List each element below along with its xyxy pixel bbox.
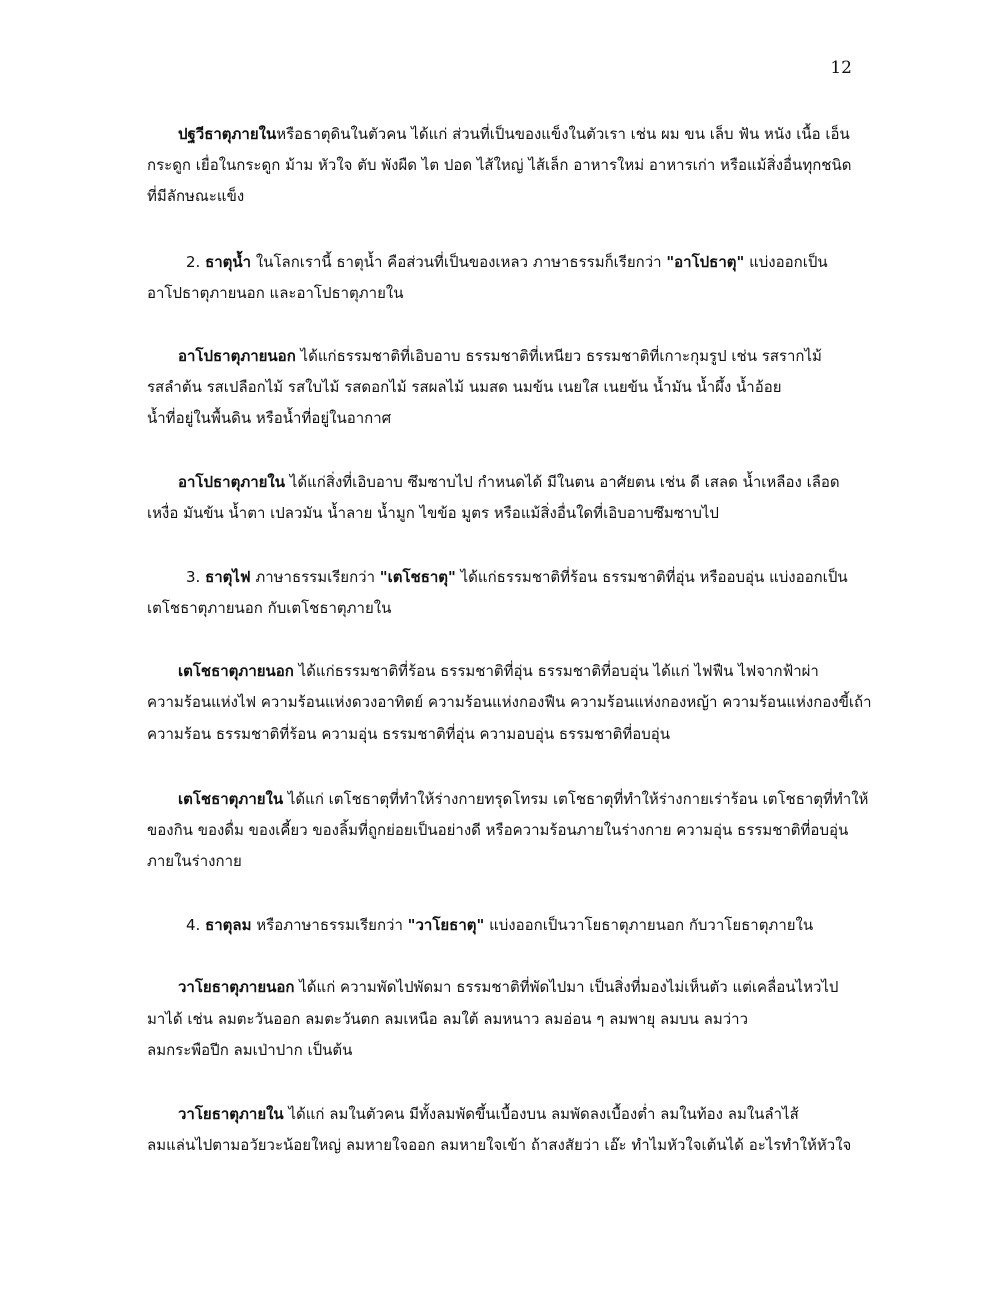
paragraph-line	[178, 789, 868, 809]
body-text: ได้แก่ธรรมชาติที่ร้อน ธรรมชาติที่อุ่น หรืออบอุ่น แบ่งออกเป็น	[455, 568, 848, 586]
bold-term: เตโชธาตุภายใน	[178, 790, 284, 808]
quoted-term: "อาโปธาตุ"	[666, 253, 745, 271]
section-number: 3.	[186, 568, 201, 586]
bold-term: วาโยธาตุภายนอก	[178, 978, 295, 996]
paragraph-line: ภายในร่างกาย	[147, 852, 242, 870]
body-text: ภาษาธรรมเรียกว่า	[250, 568, 380, 586]
section-heading-line	[186, 567, 848, 587]
body-text: ได้แก่ธรรมชาติที่ร้อน ธรรมชาติที่อุ่น ธรรมชาติที่อบอุ่น ได้แก่ ไฟฟืน ไฟจากฟ้าผ่า	[293, 662, 819, 680]
body-text: หรือภาษาธรรมเรียกว่า	[251, 916, 408, 934]
bold-term: ธาตุน้ำ	[205, 253, 252, 271]
paragraph-line: ลมแล่นไปตามอวัยวะน้อยใหญ่ ลมหายใจออก ลมหายใจเข้า ถ้าสงสัยว่า เอ๊ะ ทำไมหัวใจเต้นได้ อะไรทำให้หัวใจ	[147, 1136, 852, 1154]
bold-term: เตโชธาตุภายนอก	[178, 662, 294, 680]
paragraph-line	[178, 472, 840, 492]
paragraph-line: ที่มีลักษณะแข็ง	[147, 187, 245, 205]
paragraph-line: เหงื่อ มันข้น น้ำตา เปลวมัน น้ำลาย น้ำมูก ไขข้อ มูตร หรือแม้สิ่งอื่นใดที่เอิบอาบซึมซาบไป	[147, 504, 719, 522]
bold-term: ธาตุไฟ	[205, 568, 251, 586]
paragraph-line	[178, 1104, 799, 1124]
paragraph-line: น้ำที่อยู่ในพื้นดิน หรือน้ำที่อยู่ในอากาศ	[147, 409, 392, 427]
section-number: 4.	[186, 916, 201, 934]
paragraph-line: เตโชธาตุภายนอก กับเตโชธาตุภายใน	[147, 599, 392, 617]
paragraph-line: ลมกระพือปีก ลมเป่าปาก เป็นต้น	[147, 1041, 353, 1059]
body-text: หรือธาตุดินในตัวคน ได้แก่ ส่วนที่เป็นของแข็งในตัวเรา เช่น ผม ขน เล็บ ฟัน หนัง เนื้อ เอ็น	[276, 125, 850, 143]
paragraph-line: ของกิน ของดื่ม ของเคี้ยว ของลิ้มที่ถูกย่อยเป็นอย่างดี หรือความร้อนภายในร่างกาย ความอุ่น ธรรมชาติที่อบอุ่น	[147, 821, 849, 839]
section-number: 2.	[186, 253, 201, 271]
paragraph-line	[178, 346, 822, 366]
bold-term: ปฐวีธาตุภายใน	[178, 125, 277, 143]
bold-term: ธาตุลม	[205, 916, 252, 934]
paragraph-line: รสลำต้น รสเปลือกไม้ รสใบไม้ รสดอกไม้ รสผลไม้ นมสด นมข้น เนยใส เนยข้น น้ำมัน น้ำผึ้ง น้ำอ้อย	[147, 378, 782, 396]
paragraph-line	[178, 661, 819, 681]
paragraph-line: อาโปธาตุภายนอก และอาโปธาตุภายใน	[147, 284, 404, 302]
body-text: แบ่งออกเป็น	[744, 253, 828, 271]
bold-term: อาโปธาตุภายใน	[178, 473, 286, 491]
paragraph-line: มาได้ เช่น ลมตะวันออก ลมตะวันตก ลมเหนือ ลมใต้ ลมหนาว ลมอ่อน ๆ ลมพายุ ลมบน ลมว่าว	[147, 1010, 748, 1028]
bold-term: อาโปธาตุภายนอก	[178, 347, 296, 365]
paragraph-line: กระดูก เยื่อในกระดูก ม้าม หัวใจ ตับ พังผืด ไต ปอด ไส้ใหญ่ ไส้เล็ก อาหารใหม่ อาหารเก่า หรือแม้สิ่งอื่นทุกชนิด	[147, 156, 852, 174]
body-text: ได้แก่ ลมในตัวคน มีทั้งลมพัดขึ้นเบื้องบน ลมพัดลงเบื้องต่ำ ลมในท้อง ลมในลำไส้	[283, 1105, 799, 1123]
page-number: 12	[830, 58, 852, 78]
quoted-term: "เตโชธาตุ"	[379, 568, 456, 586]
body-text: ได้แก่ธรรมชาติที่เอิบอาบ ธรรมชาติที่เหนียว ธรรมชาติที่เกาะกุมรูป เช่น รสรากไม้	[295, 347, 822, 365]
body-text: ได้แก่ เตโชธาตุที่ทำให้ร่างกายทรุดโทรม เตโชธาตุที่ทำให้ร่างกายเร่าร้อน เตโชธาตุที่ทำให้	[283, 790, 869, 808]
section-heading-line	[186, 252, 828, 272]
body-text: ได้แก่ ความพัดไปพัดมา ธรรมชาติที่พัดไปมา เป็นสิ่งที่มองไม่เห็นตัว แต่เคลื่อนไหวไป	[294, 978, 839, 996]
body-text: ในโลกเรานี้ ธาตุน้ำ คือส่วนที่เป็นของเหลว ภาษาธรรมก็เรียกว่า	[251, 253, 667, 271]
bold-term: วาโยธาตุภายใน	[178, 1105, 284, 1123]
paragraph-line	[178, 124, 850, 144]
paragraph-line: ความร้อน ธรรมชาติที่ร้อน ความอุ่น ธรรมชาติที่อุ่น ความอบอุ่น ธรรมชาติที่อบอุ่น	[147, 725, 671, 743]
section-heading-line	[186, 915, 813, 935]
quoted-term: "วาโยธาตุ"	[407, 916, 485, 934]
paragraph-line	[178, 977, 838, 997]
body-text: แบ่งออกเป็นวาโยธาตุภายนอก กับวาโยธาตุภายใน	[484, 916, 814, 934]
body-text: ได้แก่สิ่งที่เอิบอาบ ซึมซาบไป กำหนดได้ มีในตน อาศัยตน เช่น ดี เสลด น้ำเหลือง เลือด	[285, 473, 840, 491]
paragraph-line: ความร้อนแห่งไฟ ความร้อนแห่งดวงอาทิตย์ ความร้อนแห่งกองฟืน ความร้อนแห่งกองหญ้า ความร้อนแห่งกองขี้เถ้า	[147, 693, 872, 711]
